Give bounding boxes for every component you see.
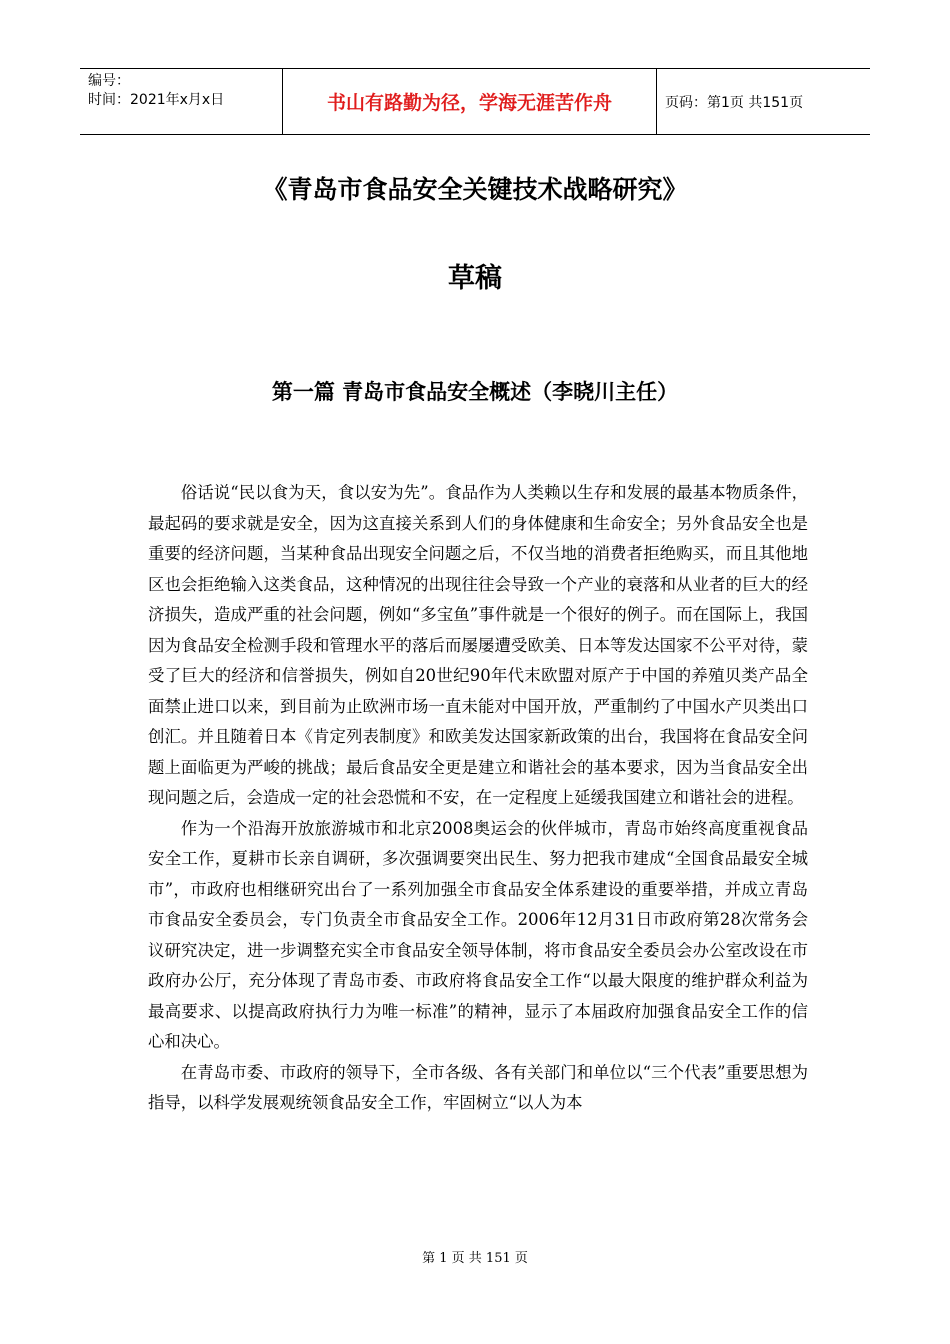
- section-heading: 第一篇 青岛市食品安全概述（李晓川主任）: [271, 380, 679, 404]
- document-subtitle: 草稿: [448, 263, 502, 294]
- paragraph: 作为一个沿海开放旅游城市和北京2008奥运会的伙伴城市，青岛市始终高度重视食品安全工作，夏耕市长亲自调研，多次强调要突出民生、努力把我市建成“全国食品最安全城市”，市政府也相继研究出台了一系列加强全市食品安全体系建设的重要举措，并成立青岛市食品安全委员会，专门负责全市食品安全工作。2006年12月31日市政府第28次常务会议研究决定，进一步调整充实全市食品安全领导体制，将市食品安全委员会办公室改设在市政府办公厅，充分体现了青岛市委、市政府将食品安全工作“以最大限度的维护群众利益为最高要求、以提高政府执行力为唯一标准”的精神，显示了本届政府加强食品安全工作的信心和决心。: [148, 818, 808, 1051]
- number-label: 编号：: [88, 73, 130, 89]
- time-label: 时间：2021年x月x日: [88, 92, 225, 108]
- body-text: [148, 478, 808, 1119]
- paragraph: 俗话说“民以食为天，食以安为先”。食品作为人类赖以生存和发展的最基本物质条件，最起码的要求就是安全，因为这直接关系到人们的身体健康和生命安全；另外食品安全也是重要的经济问题，当某种食品出现安全问题之后，不仅当地的消费者拒绝购买，而且其他地区也会拒绝输入这类食品，这种情况的出现往往会导致一个产业的衰落和从业者的巨大的经济损失，造成严重的社会问题，例如“多宝鱼”事件就是一个很好的例子。而在国际上，我国因为食品安全检测手段和管理水平的落后而屡屡遭受欧美、日本等发达国家不公平对待，蒙受了巨大的经济和信誉损失，例如自20世纪90年代末欧盟对原产于中国的养殖贝类产品全面禁止进口以来，到目前为止欧洲市场一直未能对中国开放，严重制约了中国水产贝类出口创汇。并且随着日本《肯定列表制度》和欧美发达国家新政策的出台，我国将在食品安全问题上面临更为严峻的挑战；最后食品安全更是建立和谐社会的基本要求，因为当食品安全出现问题之后，会造成一定的社会恐慌和不安，在一定程度上延缓我国建立和谐社会的进程。: [148, 483, 808, 807]
- paragraph: 在青岛市委、市政府的领导下，全市各级、各有关部门和单位以“三个代表”重要思想为指导，以科学发展观统领食品安全工作，牢固树立“以人为本: [148, 1062, 808, 1112]
- document-title: 《青岛市食品安全关键技术战略研究》: [262, 175, 688, 204]
- header-motto: 书山有路勤为径，学海无涯苦作舟: [282, 69, 657, 134]
- header-page-info: 页码：第1页 共151页: [665, 94, 804, 111]
- page-header: [80, 68, 870, 135]
- header-meta: [80, 69, 282, 134]
- page-footer: 第 1 页 共 151 页: [422, 1251, 528, 1266]
